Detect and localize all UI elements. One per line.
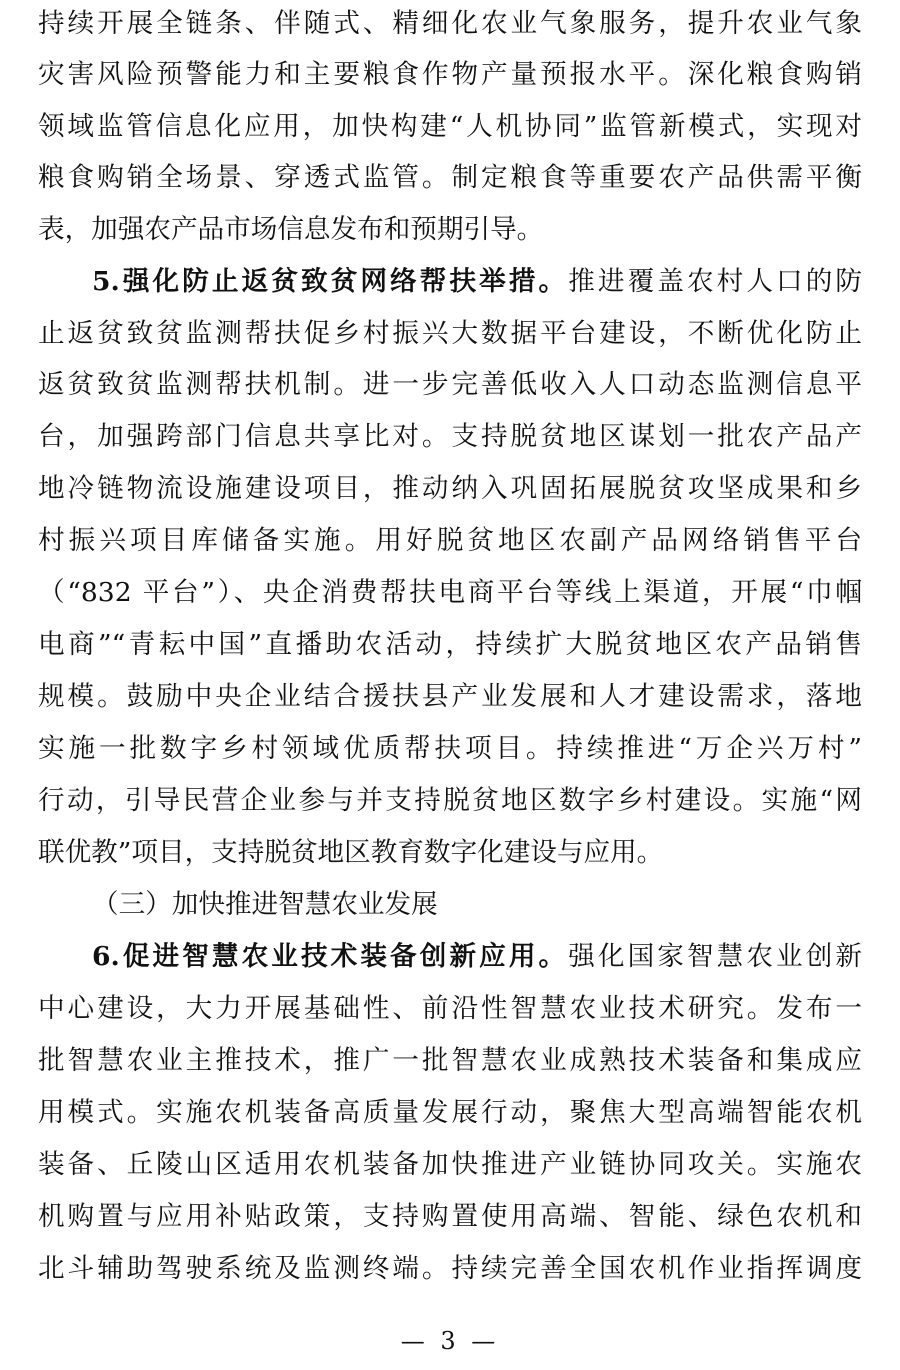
text-line: 止返贫致贫监测帮扶促乡村振兴大数据平台建设，不断优化防止 bbox=[38, 318, 862, 349]
text-line: 粮食购销全场景、穿透式监管。制定粮食等重要农产品供需平衡 bbox=[38, 162, 862, 193]
text-line: 电商”“青耘中国”直播助农活动，持续扩大脱贫地区农产品销售 bbox=[38, 629, 862, 660]
text-line: 村振兴项目库储备实施。用好脱贫地区农副产品网络销售平台 bbox=[38, 525, 862, 556]
item-6-first-text: 强化国家智慧农业创新 bbox=[568, 941, 863, 972]
text-line: 规模。鼓励中央企业结合援扶县产业发展和人才建设需求，落地 bbox=[38, 681, 862, 712]
paragraph-first-line bbox=[38, 937, 862, 977]
text-line: 中心建设，大力开展基础性、前沿性智慧农业技术研究。发布一 bbox=[38, 993, 862, 1024]
text-line: （“832 平台”）、央企消费帮扶电商平台等线上渠道，开展“巾帼 bbox=[38, 577, 862, 608]
text-line: 地冷链物流设施建设项目，推动纳入巩固拓展脱贫攻坚成果和乡 bbox=[38, 473, 862, 504]
item-5-first-text: 推进覆盖农村人口的防 bbox=[568, 266, 863, 297]
text-line: 联优教”项目，支持脱贫地区教育数字化建设与应用。 bbox=[38, 837, 664, 868]
page-number: — 3 — bbox=[400, 1327, 500, 1355]
text-line: 实施一批数字乡村领域优质帮扶项目。持续推进“万企兴万村” bbox=[38, 733, 862, 764]
text-line: 北斗辅助驾驶系统及监测终端。持续完善全国农机作业指挥调度 bbox=[38, 1253, 862, 1284]
text-line: 装备、丘陵山区适用农机装备加快推进产业链协同攻关。实施农 bbox=[38, 1149, 862, 1180]
text-line: 机购置与应用补贴政策，支持购置使用高端、智能、绿色农机和 bbox=[38, 1201, 862, 1232]
text-line: 批智慧农业主推技术，推广一批智慧农业成熟技术装备和集成应 bbox=[38, 1045, 862, 1076]
text-line: 返贫致贫监测帮扶机制。进一步完善低收入人口动态监测信息平 bbox=[38, 369, 862, 400]
text-line: 持续开展全链条、伴随式、精细化农业气象服务，提升农业气象 bbox=[38, 8, 862, 39]
text-line: 领域监管信息化应用，加快构建“人机协同”监管新模式，实现对 bbox=[38, 111, 862, 142]
section-heading: （三）加快推进智慧农业发展 bbox=[92, 889, 438, 920]
item-6-heading: 6.促进智慧农业技术装备创新应用。 bbox=[92, 941, 569, 972]
text-line: 用模式。实施农机装备高质量发展行动，聚焦大型高端智能农机 bbox=[38, 1097, 862, 1128]
text-line: 表，加强农产品市场信息发布和预期引导。 bbox=[38, 214, 544, 245]
text-line: 灾害风险预警能力和主要粮食作物产量预报水平。深化粮食购销 bbox=[38, 59, 862, 90]
text-line: 行动，引导民营企业参与并支持脱贫地区数字乡村建设。实施“网 bbox=[38, 785, 862, 816]
paragraph-first-line bbox=[38, 262, 862, 302]
text-line: 台，加强跨部门信息共享比对。支持脱贫地区谋划一批农产品产 bbox=[38, 421, 862, 452]
item-5-heading: 5.强化防止返贫致贫网络帮扶举措。 bbox=[92, 266, 569, 297]
